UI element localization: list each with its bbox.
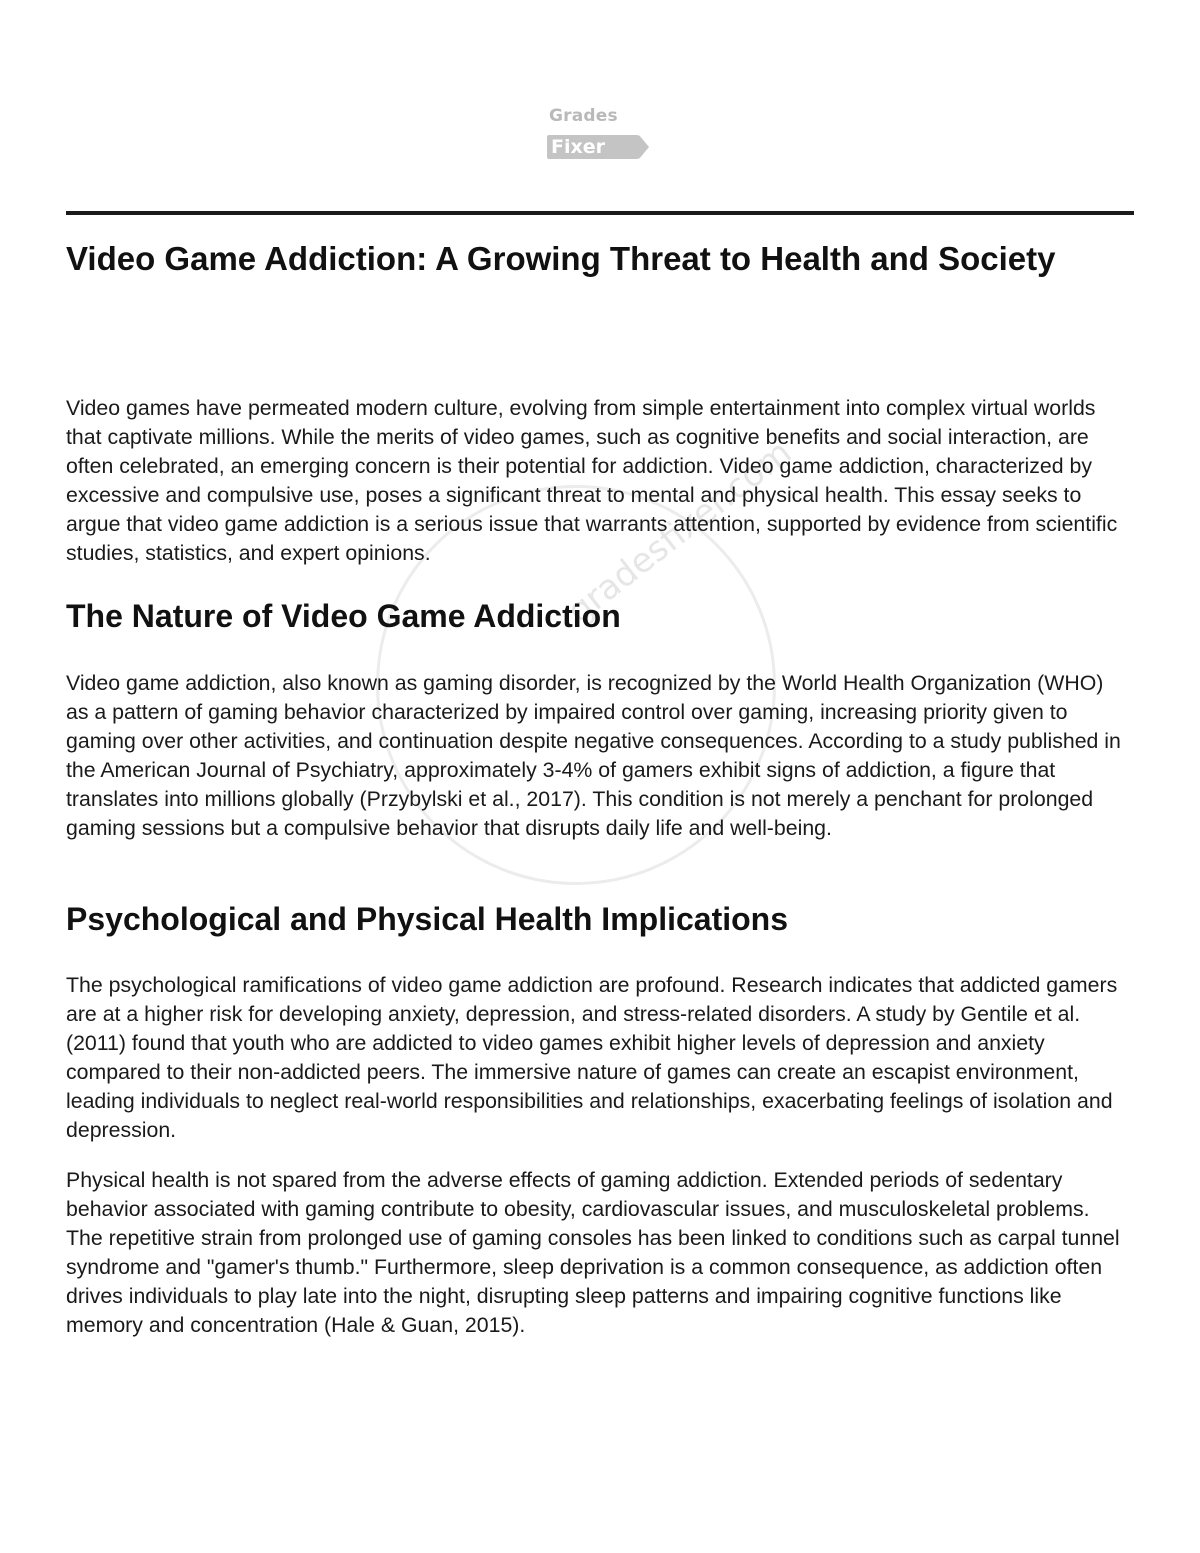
header-divider <box>66 211 1134 215</box>
section-heading-nature: The Nature of Video Game Addiction <box>66 598 621 634</box>
document-title: Video Game Addiction: A Growing Threat to Health and Society <box>66 240 1056 277</box>
section-paragraph-physical: Physical health is not spared from the adverse effects of gaming addiction. Extended periods of sedentary behavior associated with gaming contribute to obesity, cardiovascular issues, and musculoskeletal problems. The repetitive strain from prolonged use of gaming consoles has been linked to conditions such as carpal tunnel syndrome and "gamer's thumb." Furthermore, sleep deprivation is a common consequence, as addiction often drives individuals to play late into the night, disrupting sleep patterns and impairing cognitive functions like memory and concentration (Hale & Guan, 2015). <box>66 1168 1120 1337</box>
section-paragraph-psychological: The psychological ramifications of video game addiction are profound. Research indicates that addicted gamers are at a higher risk for developing anxiety, depression, and stress-related disorders. A study by Gentile et al. (2011) found that youth who are addicted to video games exhibit higher levels of depression and anxiety compared to their non-addicted peers. The immersive nature of games can create an escapist environment, leading individuals to neglect real-world responsibilities and relationships, exacerbating feelings of isolation and depression. <box>66 973 1118 1142</box>
logo-tag <box>547 135 639 159</box>
section-paragraph-nature: Video game addiction, also known as gaming disorder, is recognized by the World Health Organization (WHO) as a pattern of gaming behavior characterized by impaired control over gaming, increasing priority given to gaming over other activities, and continuation despite negative consequences. According to a study published in the American Journal of Psychiatry, approximately 3-4% of gamers exhibit signs of addiction, a figure that translates into millions globally (Przybylski et al., 2017). This condition is not merely a penchant for prolonged gaming sessions but a compulsive behavior that disrupts daily life and well-being. <box>66 671 1121 840</box>
watermark-text: gradesfixer.com <box>560 432 800 632</box>
gradesfixer-logo <box>547 106 657 162</box>
section-heading-health: Psychological and Physical Health Implications <box>66 901 788 937</box>
logo-bottom-text: Fixer <box>551 136 606 158</box>
logo-top-text: Grades <box>549 106 618 126</box>
intro-paragraph: Video games have permeated modern culture, evolving from simple entertainment into complex virtual worlds that captivate millions. While the merits of video games, such as cognitive benefits and social interaction, are often celebrated, an emerging concern is their potential for addiction. Video game addiction, characterized by excessive and compulsive use, poses a significant threat to mental and physical health. This essay seeks to argue that video game addiction is a serious issue that warrants attention, supported by evidence from scientific studies, statistics, and expert opinions. <box>66 396 1118 565</box>
